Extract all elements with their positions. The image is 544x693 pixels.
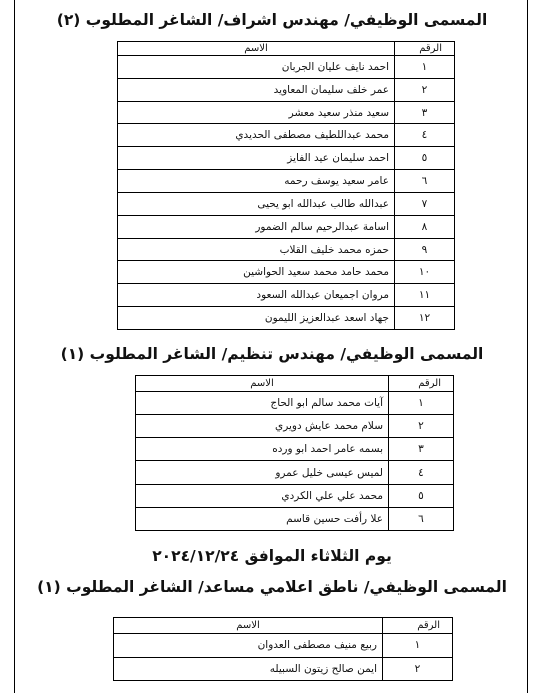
row-name: عبدالله طالب عبدالله ابو يحيى <box>118 192 395 215</box>
row-number: ٥ <box>395 147 455 170</box>
row-number: ٦ <box>395 170 455 193</box>
section-3-title: المسمى الوظيفي/ ناطق اعلامي مساعد/ الشاغر المطلوب (١) <box>37 578 507 596</box>
row-name: احمد سليمان عيد الفايز <box>118 147 395 170</box>
row-name: محمد عبداللطيف مصطفى الحديدي <box>118 124 395 147</box>
column-header-number: الرقم <box>383 618 453 634</box>
row-name: بسمه عامر احمد ابو ورده <box>136 438 389 461</box>
row-number: ١٢ <box>395 307 455 330</box>
roster-table-2 <box>135 375 454 531</box>
row-number: ٨ <box>395 215 455 238</box>
row-number: ١ <box>389 392 454 415</box>
row-name: آيات محمد سالم ابو الحاج <box>136 392 389 415</box>
table-row <box>136 392 454 415</box>
section-1-title: المسمى الوظيفي/ مهندس اشراف/ الشاغر المطلوب (٢) <box>56 11 488 29</box>
column-header-name: الاسم <box>114 618 383 634</box>
roster-table-1 <box>117 41 455 330</box>
table-row <box>136 461 454 484</box>
row-number: ١ <box>383 634 453 658</box>
table-row <box>118 238 455 261</box>
row-number: ٦ <box>389 507 454 530</box>
row-name: علا رأفت حسين قاسم <box>136 507 389 530</box>
column-header-name: الاسم <box>136 376 389 392</box>
table-row <box>118 124 455 147</box>
row-name: احمد نايف عليان الجربان <box>118 56 395 79</box>
table-row <box>136 507 454 530</box>
roster-table-3 <box>113 617 453 681</box>
row-name: حمزه محمد خليف القلاب <box>118 238 395 261</box>
date-heading: يوم الثلاثاء الموافق ٢٠٢٤/١٢/٢٤ <box>152 547 392 565</box>
row-number: ٩ <box>395 238 455 261</box>
row-name: سلام محمد عايش دويري <box>136 415 389 438</box>
table-row <box>118 101 455 124</box>
table-row <box>118 215 455 238</box>
row-number: ١٠ <box>395 261 455 284</box>
section-2-title: المسمى الوظيفي/ مهندس تنظيم/ الشاغر المطلوب (١) <box>60 345 484 363</box>
row-name: اسامة عبدالرحيم سالم الضمور <box>118 215 395 238</box>
row-number: ٣ <box>389 438 454 461</box>
row-name: مروان اجميعان عبدالله السعود <box>118 284 395 307</box>
row-name: لميس عيسى خليل عمرو <box>136 461 389 484</box>
row-name: محمد حامد محمد سعيد الحواشين <box>118 261 395 284</box>
row-number: ٢ <box>395 78 455 101</box>
row-number: ٢ <box>389 415 454 438</box>
row-number: ١١ <box>395 284 455 307</box>
table-row <box>114 634 453 658</box>
table-row <box>136 484 454 507</box>
column-header-name: الاسم <box>118 42 395 56</box>
table-row <box>118 307 455 330</box>
row-name: ربيع منيف مصطفى العدوان <box>114 634 383 658</box>
table-header-row <box>114 618 453 634</box>
row-name: عمر خلف سليمان المعاويد <box>118 78 395 101</box>
row-number: ٥ <box>389 484 454 507</box>
row-number: ٢ <box>383 657 453 681</box>
row-number: ٤ <box>395 124 455 147</box>
table-row <box>118 78 455 101</box>
table-row <box>118 261 455 284</box>
row-number: ٧ <box>395 192 455 215</box>
row-number: ٤ <box>389 461 454 484</box>
row-number: ٣ <box>395 101 455 124</box>
row-name: سعيد منذر سعيد معشر <box>118 101 395 124</box>
column-header-number: الرقم <box>395 42 455 56</box>
table-row <box>118 56 455 79</box>
table-row <box>114 657 453 681</box>
row-name: عامر سعيد يوسف رحمه <box>118 170 395 193</box>
row-name: محمد علي علي الكردي <box>136 484 389 507</box>
table-header-row <box>136 376 454 392</box>
table-row <box>136 438 454 461</box>
table-row <box>118 284 455 307</box>
table-row <box>118 192 455 215</box>
table-row <box>118 170 455 193</box>
table-header-row <box>118 42 455 56</box>
table-row <box>136 415 454 438</box>
column-header-number: الرقم <box>389 376 454 392</box>
table-row <box>118 147 455 170</box>
row-number: ١ <box>395 56 455 79</box>
row-name: ايمن صالح زيتون السبيله <box>114 657 383 681</box>
row-name: جهاد اسعد عبدالعزيز الليمون <box>118 307 395 330</box>
